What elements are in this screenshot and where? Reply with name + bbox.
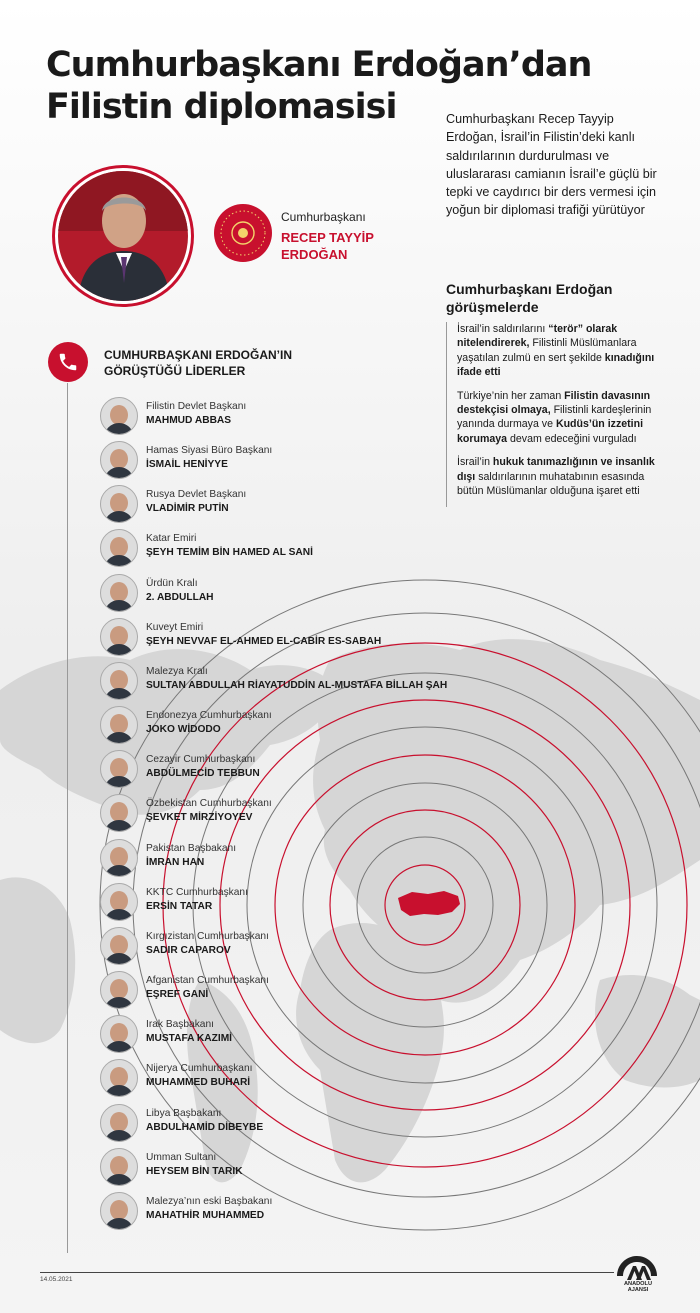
- leader-name: MUSTAFA KAZIMİ: [146, 1033, 233, 1044]
- leader-avatar: [100, 662, 138, 700]
- talk-bold-text: “terör” olarak nitelendirerek,: [457, 323, 618, 350]
- leader-role: Ürdün Kralı: [146, 578, 198, 589]
- talk-item: [447, 322, 663, 380]
- leader-item: [100, 927, 520, 967]
- president-name: [281, 229, 391, 263]
- title-line-2: Filistin diplomasisi: [46, 87, 397, 127]
- leader-role: Malezya Kralı: [146, 666, 208, 677]
- talks-heading-line-2: görüşmelerde: [446, 299, 539, 315]
- leader-avatar: [100, 750, 138, 788]
- talk-text: Filistinli Müslümanlara yaşatılan zulmü en sert şekilde: [457, 337, 637, 364]
- president-role: Cumhurbaşkanı: [281, 210, 366, 224]
- leader-item: [100, 706, 520, 746]
- leader-avatar: [100, 839, 138, 877]
- leader-avatar: [100, 971, 138, 1009]
- leader-name: EŞREF GANİ: [146, 989, 209, 1000]
- leader-name: MUHAMMED BUHARİ: [146, 1077, 251, 1088]
- leader-item: [100, 1192, 520, 1232]
- talk-text: İsrail’in saldırılarını: [457, 323, 549, 335]
- leader-name: SULTAN ABDULLAH RİAYATUDDİN AL-MUSTAFA BİLLAH ŞAH: [146, 680, 448, 691]
- leader-item: [100, 662, 520, 702]
- phone-badge: [48, 342, 88, 382]
- talks-heading: [446, 280, 666, 316]
- leader-avatar: [100, 441, 138, 479]
- talks-heading-line-1: Cumhurbaşkanı Erdoğan: [446, 281, 613, 297]
- leader-name: ŞEYH NEVVAF EL-AHMED EL-CABİR ES-SABAH: [146, 636, 382, 647]
- talk-text: Türkiye’nin her zaman: [457, 389, 565, 402]
- leader-item: [100, 574, 520, 614]
- leader-item: [100, 839, 520, 879]
- leader-name: ŞEYH TEMİM BİN HAMED AL SANİ: [146, 547, 313, 558]
- leader-item: [100, 485, 520, 525]
- footer-divider: [40, 1272, 614, 1273]
- leader-role: Hamas Siyasi Büro Başkanı: [146, 445, 273, 456]
- leader-avatar: [100, 1192, 138, 1230]
- leader-role: Pakistan Başbakanı: [146, 843, 237, 854]
- leader-name: JOKO WİDODO: [146, 724, 221, 735]
- leader-role: Afganistan Cumhurbaşkanı: [146, 975, 269, 986]
- leader-avatar: [100, 397, 138, 435]
- leader-item: [100, 883, 520, 923]
- leader-name: VLADİMİR PUTİN: [146, 503, 229, 514]
- leader-avatar: [100, 1148, 138, 1186]
- leader-item: [100, 971, 520, 1011]
- talk-text: İsrail’in: [457, 456, 493, 469]
- leader-avatar: [100, 529, 138, 567]
- leader-avatar: [100, 618, 138, 656]
- leaders-heading-line-1: CUMHURBAŞKANI ERDOĞAN’IN: [104, 348, 292, 362]
- talk-bold-text: Kudüs’ün izzetini korumaya: [457, 418, 644, 445]
- leader-name: MAHMUD ABBAS: [146, 415, 232, 426]
- leader-role: Özbekistan Cumhurbaşkanı: [146, 798, 272, 809]
- talk-text: saldırılarının muhatabının esasında bütün Müslümanlar olduğuna işaret etti: [457, 470, 645, 498]
- leaders-heading: [104, 347, 344, 379]
- publish-date: 14.05.2021: [40, 1276, 73, 1283]
- leader-name: ABDÜLMECİD TEBBUN: [146, 768, 260, 779]
- president-name-line-2: ERDOĞAN: [281, 247, 348, 262]
- leader-role: Katar Emiri: [146, 533, 197, 544]
- leader-name: ABDULHAMİD DİBEYBE: [146, 1122, 264, 1133]
- leader-name: HEYSEM BİN TARIK: [146, 1166, 243, 1177]
- talk-bold-text: hukuk tanımazlığının ve insanlık dışı: [457, 456, 655, 483]
- leaders-heading-line-2: GÖRÜŞTÜĞÜ LİDERLER: [104, 364, 246, 378]
- leader-item: [100, 750, 520, 790]
- leader-role: Kırgızistan Cumhurbaşkanı: [146, 931, 269, 942]
- leader-name: İMRAN HAN: [146, 857, 205, 868]
- leader-name: SADIR CAPAROV: [146, 945, 231, 956]
- portrait-image: [58, 171, 188, 301]
- talk-text: devam edeceğini vurguladı: [507, 432, 637, 445]
- leader-role: Rusya Devlet Başkanı: [146, 489, 247, 500]
- leader-item: [100, 441, 520, 481]
- president-portrait: [52, 165, 194, 307]
- leader-item: [100, 1015, 520, 1055]
- talk-bold-text: kınadığını ifade etti: [457, 351, 655, 379]
- leader-item: [100, 794, 520, 834]
- leader-avatar: [100, 1059, 138, 1097]
- leader-role: Filistin Devlet Başkanı: [146, 401, 247, 412]
- leader-item: [100, 529, 520, 569]
- phone-icon: [57, 351, 79, 373]
- leader-role: Umman Sultanı: [146, 1152, 217, 1163]
- agency-name: ANADOLU AJANSI: [624, 1281, 652, 1293]
- leader-name: İSMAİL HENİYYE: [146, 459, 228, 470]
- leader-avatar: [100, 485, 138, 523]
- leader-role: Libya Başbakanı: [146, 1108, 222, 1119]
- leader-item: [100, 1104, 520, 1144]
- leader-avatar: [100, 927, 138, 965]
- timeline-divider: [67, 383, 68, 1253]
- leader-role: KKTC Cumhurbaşkanı: [146, 887, 248, 898]
- leader-role: Malezya’nın eski Başbakanı: [146, 1196, 273, 1207]
- leader-avatar: [100, 574, 138, 612]
- leader-role: Nijerya Cumhurbaşkanı: [146, 1063, 253, 1074]
- leader-item: [100, 1148, 520, 1188]
- presidential-seal-icon: [214, 204, 272, 262]
- talk-bold-text: Filistin davasının destekçisi olmaya,: [457, 389, 651, 417]
- leader-avatar: [100, 1104, 138, 1142]
- leader-avatar: [100, 794, 138, 832]
- title-line-1: Cumhurbaşkanı Erdoğan’dan: [46, 45, 592, 85]
- leader-avatar: [100, 706, 138, 744]
- leader-name: ŞEVKET MİRZİYOYEV: [146, 812, 253, 823]
- leader-role: Irak Başbakanı: [146, 1019, 214, 1030]
- leader-name: MAHATHİR MUHAMMED: [146, 1210, 265, 1221]
- leader-name: ERSİN TATAR: [146, 901, 213, 912]
- leader-item: [100, 397, 520, 437]
- leader-role: Cezayir Cumhurbaşkanı: [146, 754, 256, 765]
- leader-role: Kuveyt Emiri: [146, 622, 204, 633]
- talk-text: Filistinli kardeşlerinin yanında durmaya ve: [457, 404, 652, 431]
- leader-role: Endonezya Cumhurbaşkanı: [146, 710, 272, 721]
- leader-item: [100, 618, 520, 658]
- intro-paragraph: Cumhurbaşkanı Recep Tayyip Erdoğan, İsrail’in Filistin’deki kanlı saldırılarının durdurulması ve uluslararası camianın İsrail’e güçlü bir tepki ve caydırıcı bir ders vermesi için yoğun bir diplomasi trafiği yürütüyor: [446, 112, 657, 218]
- leader-item: [100, 1059, 520, 1099]
- leader-avatar: [100, 883, 138, 921]
- leader-name: 2. ABDULLAH: [146, 592, 214, 603]
- leader-avatar: [100, 1015, 138, 1053]
- president-name-line-1: RECEP TAYYİP: [281, 230, 374, 245]
